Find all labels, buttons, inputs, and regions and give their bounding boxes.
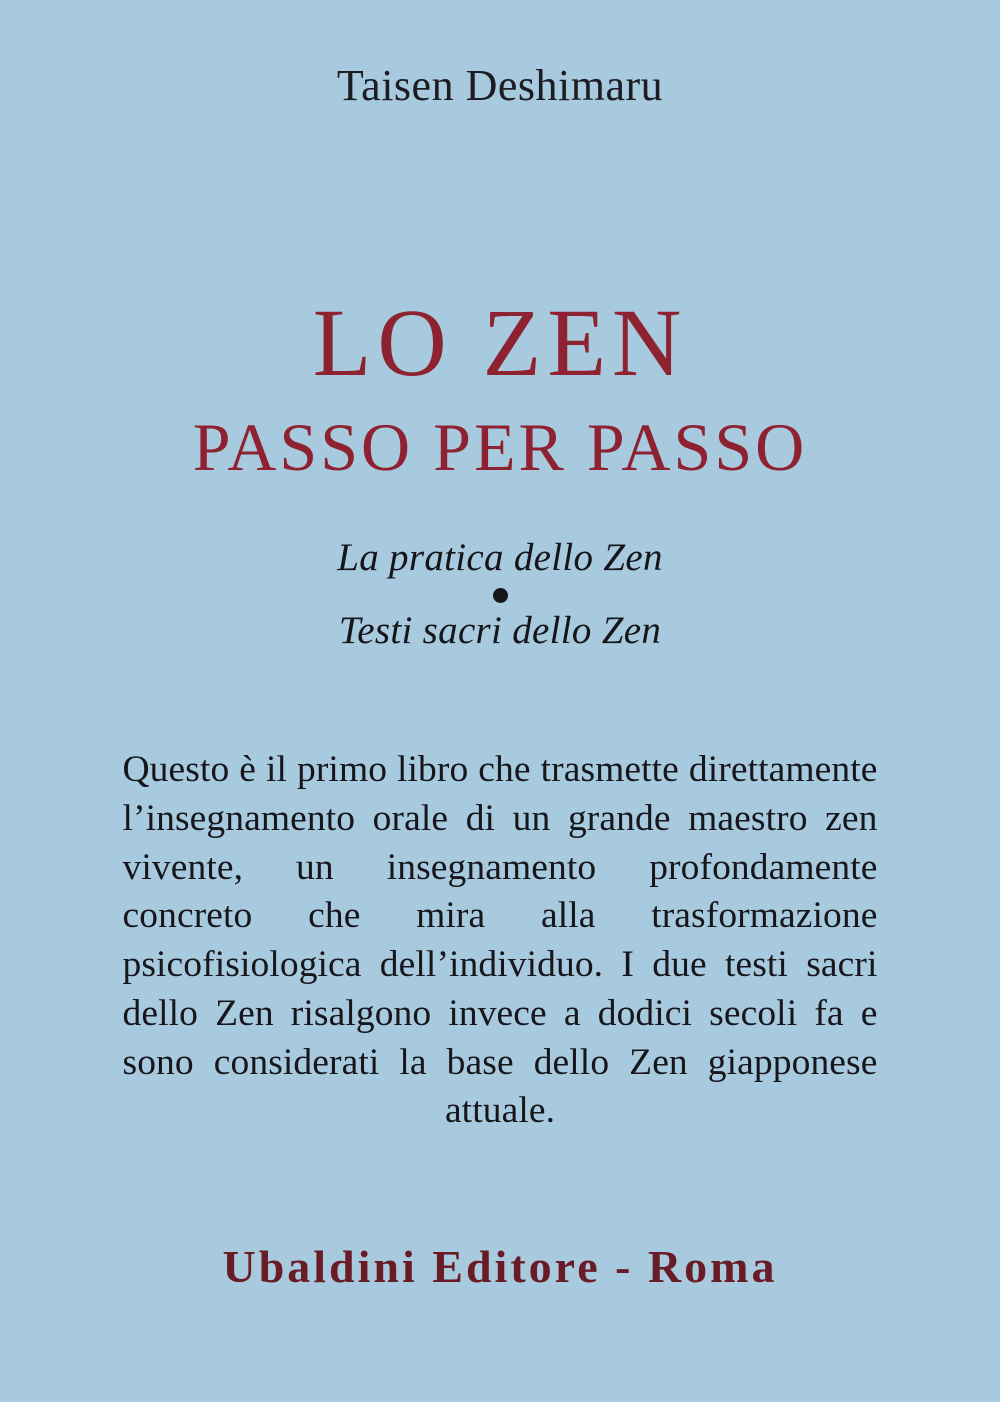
subtitle-line-one: La pratica dello Zen [337, 536, 663, 580]
book-title-sub: PASSO PER PASSO [192, 409, 808, 486]
subtitle-block [0, 536, 1000, 654]
author-name: Taisen Deshimaru [336, 61, 664, 110]
bullet-dot-icon [493, 588, 508, 603]
title-block [0, 289, 1000, 486]
cover-blurb: Questo è il primo libro che trasmette direttamente l’insegnamento orale di un grande maestro zen vivente, un insegnamento profondamente concreto che mira alla trasformazione psicofisiologica dell’individuo. I due testi sacri dello Zen risalgono invece a dodici secoli fa e sono considerati la base dello Zen giapponese attuale. [122, 749, 878, 1132]
book-title-main: LO ZEN [312, 289, 688, 397]
publisher-imprint: Ubaldini Editore - Roma [222, 1241, 778, 1292]
subtitle-line-two: Testi sacri dello Zen [338, 609, 662, 653]
